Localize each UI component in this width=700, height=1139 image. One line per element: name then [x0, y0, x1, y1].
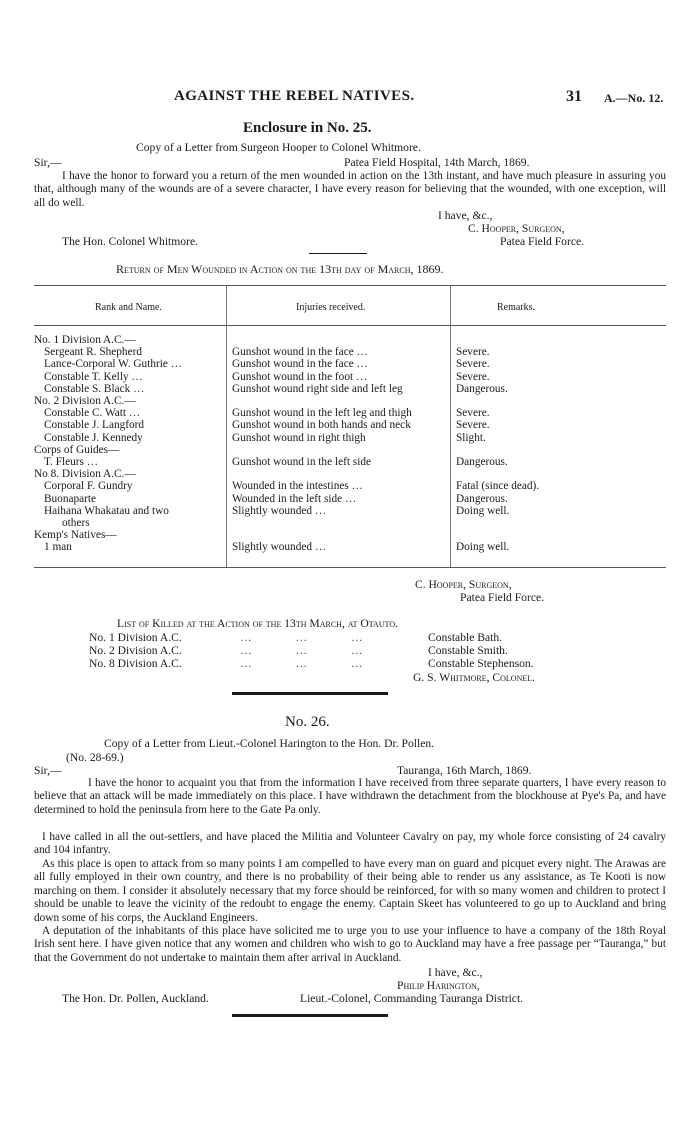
table-cell-injury: Gunshot wound in the face …: [232, 358, 368, 371]
no26-signature: Philip Harington,: [397, 979, 480, 992]
table-cell-name: Sergeant R. Shepherd: [44, 346, 142, 359]
killed-list-signature: G. S. Whitmore, Colonel.: [413, 671, 536, 684]
no26-closing: I have, &c.,: [428, 966, 483, 979]
section-separator: [232, 692, 388, 695]
table-cell-remark: Dangerous.: [456, 382, 508, 395]
enclosure-place-date: Patea Field Hospital, 14th March, 1869.: [344, 156, 530, 169]
table-cell-remark: Dangerous.: [456, 492, 508, 505]
return-table-title: Return of Men Wounded in Action on the 13th day of March, 1869.: [116, 262, 444, 276]
enclosure-closing: I have, &c.,: [438, 209, 493, 222]
column-header-rank: Rank and Name.: [95, 302, 162, 313]
table-cell-name: Lance-Corporal W. Guthrie …: [44, 358, 183, 371]
table-cell-name: Buonaparte: [44, 492, 97, 505]
table-cell-injury: Slightly wounded …: [232, 541, 327, 554]
table-cell-remark: Severe.: [456, 419, 490, 432]
table-cell-name: No. 2 Division A.C.—: [34, 395, 136, 407]
table-cell-name: Constable C. Watt …: [44, 407, 141, 420]
no26-signature-title: Lieut.-Colonel, Commanding Tauranga District.: [300, 992, 524, 1005]
table-cell-remark: Fatal (since dead).: [456, 480, 540, 493]
table-cell-injury: Slightly wounded …: [232, 504, 327, 517]
table-cell-name: Kemp's Natives—: [34, 529, 117, 542]
killed-unit: No. 1 Division A.C.: [89, 631, 182, 644]
enclosure-heading: Enclosure in No. 25.: [243, 120, 372, 136]
table-cell-name: No. 1 Division A.C.—: [34, 334, 136, 346]
table-cell-name: Constable J. Kennedy: [44, 431, 143, 444]
table-cell-name: Constable S. Black …: [44, 382, 145, 395]
return-signature-title: Patea Field Force.: [460, 591, 545, 604]
enclosure-body: I have the honor to forward you a return of the men wounded in action on the 13th instant, and have much pleasure in assuring you that, although many of the wounds are of a severe character, I have every reason for believing that the wounded, with one exception, will all do well.: [34, 170, 666, 209]
column-header-remarks: Remarks.: [497, 302, 536, 313]
no26-salutation: Sir,—: [34, 764, 62, 777]
table-cell-name: others: [62, 517, 90, 529]
table-header-rule: [34, 325, 666, 326]
table-cell-injury: Gunshot wound in the left side: [232, 456, 371, 468]
killed-name: Constable Stephenson.: [428, 657, 534, 670]
table-cell-remark: Severe.: [456, 370, 490, 383]
enclosure-subheading: Copy of a Letter from Surgeon Hooper to Colonel Whitmore.: [136, 141, 421, 154]
table-bottom-rule: [34, 567, 666, 568]
table-cell-remark: Severe.: [456, 346, 490, 359]
page-number: 31: [566, 88, 582, 105]
table-cell-injury: Wounded in the intestines …: [232, 480, 363, 493]
table-cell-injury: Gunshot wound in the left leg and thigh: [232, 407, 412, 420]
table-cell-name: Corps of Guides—: [34, 443, 120, 456]
table-cell-remark: Doing well.: [456, 541, 510, 554]
killed-name: Constable Smith.: [428, 644, 508, 657]
table-cell-remark: Doing well.: [456, 504, 510, 517]
table-cell-name: T. Fleurs …: [44, 456, 99, 468]
document-reference: A.—No. 12.: [604, 91, 664, 105]
section-divider: [309, 253, 367, 254]
table-cell-remark: Severe.: [456, 407, 490, 420]
no26-heading: No. 26.: [285, 714, 330, 730]
table-cell-injury: Gunshot wound in the face …: [232, 346, 368, 359]
table-cell-injury: Gunshot wound in the foot …: [232, 370, 368, 383]
killed-name: Constable Bath.: [428, 631, 503, 644]
running-header-title: AGAINST THE REBEL NATIVES.: [174, 88, 415, 104]
table-cell-name: No 8. Division A.C.—: [34, 468, 136, 481]
leader-dots: … … …: [240, 631, 364, 644]
killed-unit: No. 8 Division A.C.: [89, 657, 182, 670]
table-cell-name: Constable J. Langford: [44, 419, 145, 432]
table-cell-remark: Severe.: [456, 358, 490, 371]
no26-paragraph: As this place is open to attack from so many points I am compelled to have every man on guard and picquet every night. The Arawas are all fully employed in their own country, and there is no probability of their being able to render us any assistance, as Te Kooti is now marching on them. I consider it absolutely necessary that my force should be reinforced, for with so many women and children to protect I should be unable to leave the vicinity of the redoubt to engage the enemy. Captain Skeet has volunteered to go up to Auckland and bring down some of his corps, the Auckland Engineers.: [34, 858, 666, 924]
table-top-rule: [34, 285, 666, 286]
table-cell-remark: Dangerous.: [456, 456, 508, 468]
no26-paragraph: A deputation of the inhabitants of this place have solicited me to urge you to use your influence to have a company of the 18th Royal Irish sent here. I have given notice that any women and children who wish to go to Auckland may have a free passage per “Tauranga,” but that the Government do not undertake to maintain them after arrival in Auckland.: [34, 925, 666, 964]
table-cell-injury: Wounded in the left side …: [232, 492, 357, 505]
table-cell-injury: Gunshot wound in right thigh: [232, 431, 366, 444]
table-cell-remark: Slight.: [456, 431, 486, 444]
enclosure-signature: C. Hooper, Surgeon,: [468, 222, 565, 235]
return-signature: C. Hooper, Surgeon,: [415, 578, 512, 591]
table-cell-injury: Gunshot wound right side and left leg: [232, 382, 403, 395]
table-cell-name: Constable T. Kelly …: [44, 370, 143, 383]
enclosure-salutation: Sir,—: [34, 156, 62, 169]
killed-list-title: List of Killed at the Action of the 13th March, at Otauto.: [117, 617, 399, 630]
no26-place-date: Tauranga, 16th March, 1869.: [397, 764, 532, 777]
table-cell-name: Corporal F. Gundry: [44, 480, 133, 493]
column-header-injuries: Injuries received.: [296, 302, 366, 313]
table-cell-name: Haihana Whakatau and two: [44, 504, 169, 517]
enclosure-addressee: The Hon. Colonel Whitmore.: [62, 235, 198, 248]
table-cell-name: 1 man: [44, 541, 72, 554]
leader-dots: … … …: [240, 644, 364, 657]
table-cell-injury: Gunshot wound in both hands and neck: [232, 419, 411, 432]
enclosure-signature-title: Patea Field Force.: [500, 235, 585, 248]
no26-paragraph: I have called in all the out-settlers, and have placed the Militia and Volunteer Cavalry on pay, my whole force consisting of 24 cavalry and 104 infantry.: [34, 831, 666, 857]
no26-paragraph: I have the honor to acquaint you that from the information I have received from three separate quarters, I have every reason to believe that an attack will be made immediately on this place. I have withdrawn the detachment from the blockhouse at Pye's Pa, and have determined to hold the peninsula from here to the Gate Pa only.: [34, 777, 666, 816]
killed-unit: No. 2 Division A.C.: [89, 644, 182, 657]
end-separator: [232, 1014, 388, 1017]
no26-reference: (No. 28-69.): [66, 751, 124, 764]
table-column-divider: [226, 286, 227, 567]
no26-addressee: The Hon. Dr. Pollen, Auckland.: [62, 992, 209, 1005]
leader-dots: … … …: [240, 657, 364, 670]
no26-subheading: Copy of a Letter from Lieut.-Colonel Harington to the Hon. Dr. Pollen.: [104, 737, 435, 750]
table-column-divider: [450, 286, 451, 567]
